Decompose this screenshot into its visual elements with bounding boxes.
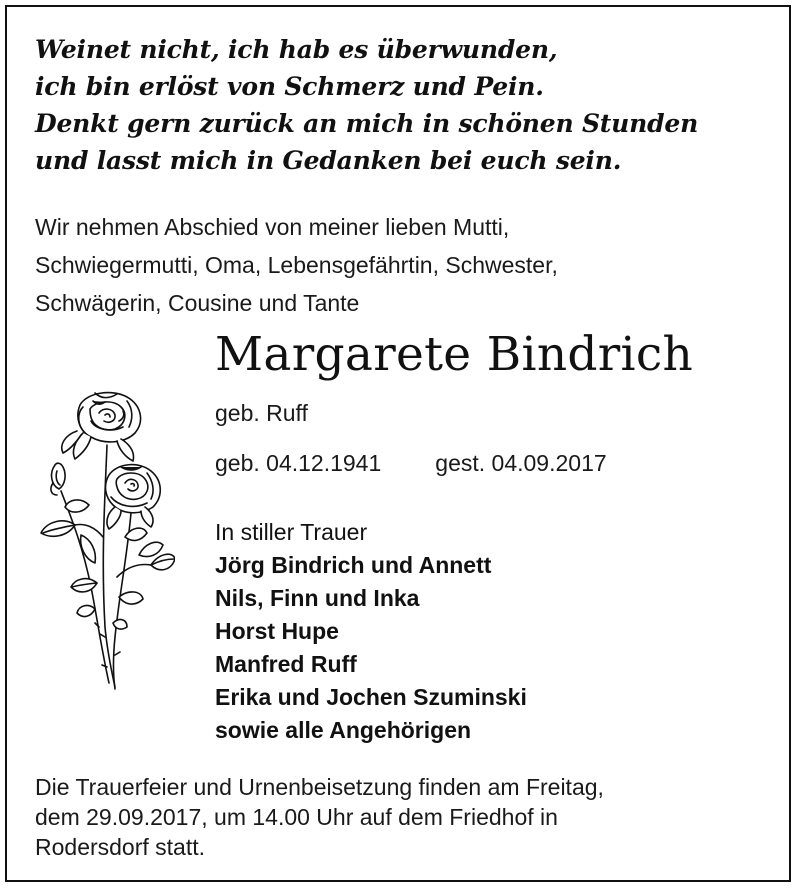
mourners-heading: In stiller Trauer	[215, 519, 368, 545]
obituary-card	[5, 5, 791, 882]
poem-line: und lasst mich in Gedanken bei euch sein.	[35, 146, 622, 175]
mourner-name: Manfred Ruff	[215, 651, 357, 677]
intro-line: Wir nehmen Abschied von meiner lieben Mutti,	[35, 214, 510, 240]
death-date: gest. 04.09.2017	[435, 450, 607, 476]
life-dates	[215, 450, 607, 477]
intro-line: Schwiegermutti, Oma, Lebensgefährtin, Schwester,	[35, 252, 558, 278]
mourner-name: Erika und Jochen Szuminski	[215, 684, 527, 710]
rose-bloom-lower	[106, 465, 161, 513]
farewell-intro	[35, 208, 775, 322]
birth-date: geb. 04.12.1941	[215, 450, 382, 476]
mourner-name: Horst Hupe	[215, 618, 339, 644]
poem-line: Denkt gern zurück an mich in schönen Stunden	[35, 109, 699, 138]
intro-line: Schwägerin, Cousine und Tante	[35, 290, 360, 316]
birth-name: geb. Ruff	[215, 400, 308, 426]
mourner-name: Nils, Finn und Inka	[215, 585, 420, 611]
deceased-name: Margarete Bindrich	[215, 327, 694, 382]
mourner-name: sowie alle Angehörigen	[215, 717, 472, 743]
poem	[35, 31, 775, 179]
funeral-notice-line: dem 29.09.2017, um 14.00 Uhr auf dem Friedhof in	[35, 804, 558, 830]
funeral-notice-line: Rodersdorf statt.	[35, 834, 206, 860]
funeral-notice-line: Die Trauerfeier und Urnenbeisetzung finden am Freitag,	[35, 774, 604, 800]
rose-icon	[35, 387, 175, 692]
rose-bloom-upper	[78, 393, 141, 442]
poem-line: Weinet nicht, ich hab es überwunden,	[35, 35, 558, 64]
mourners	[215, 516, 527, 747]
poem-line: ich bin erlöst von Schmerz und Pein.	[35, 72, 544, 101]
mourner-name: Jörg Bindrich und Annett	[215, 552, 492, 578]
funeral-notice	[35, 772, 775, 862]
